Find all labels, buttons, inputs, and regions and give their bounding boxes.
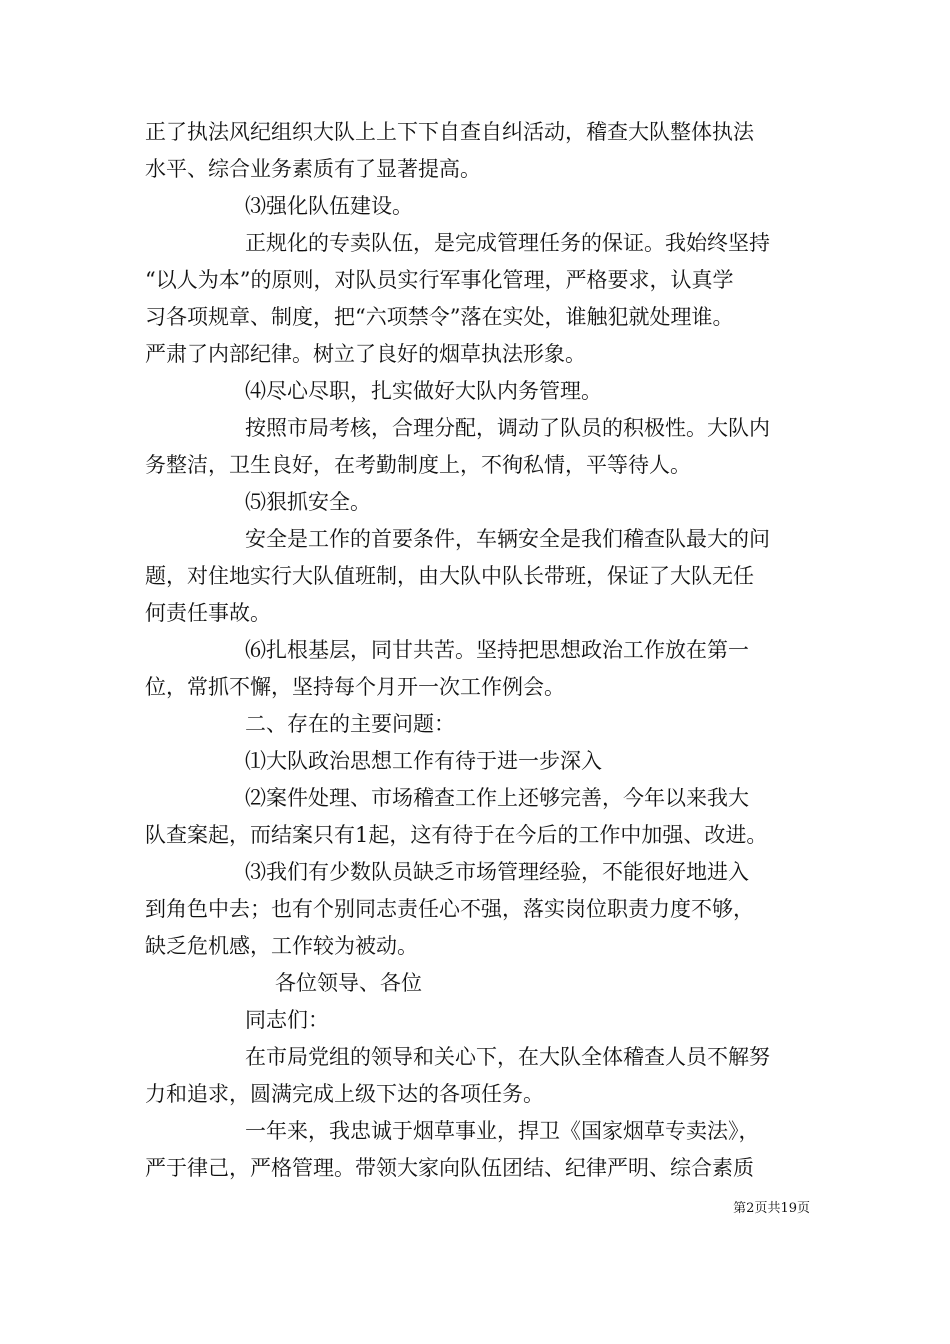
text-line: 严于律己，严格管理。带领大家向队伍团结、纪律严明、综合素质	[145, 1156, 754, 1180]
text-line: “以人为本”的原则，对队员实行军事化管理，严格要求，认真学	[145, 268, 734, 292]
text-line: 题，对住地实行大队值班制，由大队中队长带班，保证了大队无任	[145, 564, 754, 588]
text-line: 同志们：	[245, 1008, 329, 1032]
text-line: ⑸狠抓安全。	[245, 490, 371, 514]
body-text	[145, 114, 810, 1187]
text-line: ⑶强化队伍建设。	[245, 194, 413, 218]
text-line: 严肃了内部纪律。树立了良好的烟草执法形象。	[145, 342, 586, 366]
text-line: 习各项规章、制度，把“六项禁令”落在实处，谁触犯就处理谁。	[145, 305, 734, 329]
text-line: 在市局党组的领导和关心下，在大队全体稽查人员不解努	[245, 1045, 770, 1069]
text-line: 一年来，我忠诚于烟草事业，捍卫《国家烟草专卖法》，	[245, 1119, 760, 1143]
text-line: 力和追求，圆满完成上级下达的各项任务。	[145, 1082, 544, 1106]
text-line: 水平、综合业务素质有了显著提高。	[145, 157, 481, 181]
text-line: 缺乏危机感，工作较为被动。	[145, 934, 418, 958]
text-line: 正了执法风纪组织大队上上下下自查自纠活动，稽查大队整体执法	[145, 120, 754, 144]
page-number-footer: 第2页共19页	[733, 1201, 810, 1216]
text-line: 按照市局考核，合理分配，调动了队员的积极性。大队内	[245, 416, 770, 440]
text-line: 何责任事故。	[145, 601, 271, 625]
text-line: 到角色中去；也有个别同志责任心不强，落实岗位职责力度不够，	[145, 897, 754, 921]
text-line: 二、存在的主要问题：	[245, 712, 455, 736]
text-line: ⑴大队政治思想工作有待于进一步深入	[245, 749, 602, 773]
text-line: 正规化的专卖队伍，是完成管理任务的保证。我始终坚持	[245, 231, 770, 255]
text-line: ⑷尽心尽职，扎实做好大队内务管理。	[245, 379, 602, 403]
text-line: 队查案起，而结案只有1起，这有待于在今后的工作中加强、改进。	[145, 823, 768, 847]
text-line: ⑶我们有少数队员缺乏市场管理经验，不能很好地进入	[245, 860, 749, 884]
text-line: 安全是工作的首要条件，车辆安全是我们稽查队最大的问	[245, 527, 770, 551]
text-line: ⑵案件处理、市场稽查工作上还够完善，今年以来我大	[245, 786, 749, 810]
text-line: 务整洁，卫生良好，在考勤制度上，不徇私情，平等待人。	[145, 453, 691, 477]
text-line: 各位领导、各位	[275, 971, 422, 995]
text-line: 位，常抓不懈，坚持每个月开一次工作例会。	[145, 675, 565, 699]
text-line: ⑹扎根基层，同甘共苦。坚持把思想政治工作放在第一	[245, 638, 749, 662]
